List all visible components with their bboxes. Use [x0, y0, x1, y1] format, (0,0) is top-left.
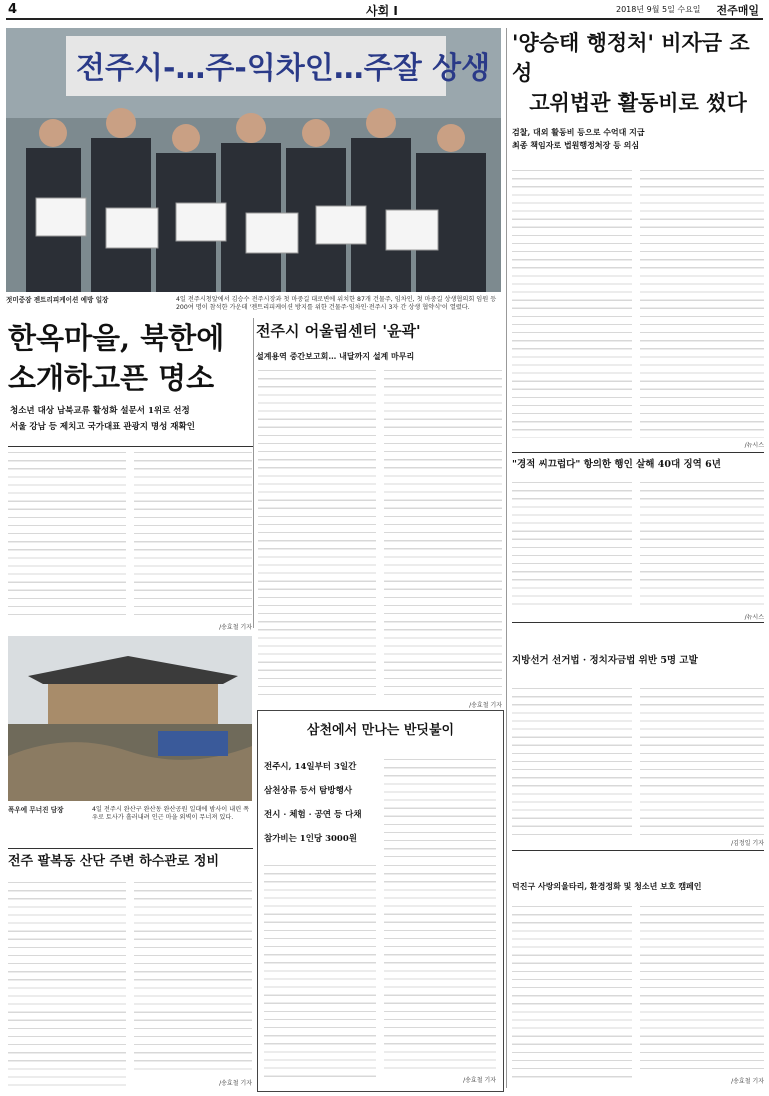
- issue-date: 2018년 9월 5일 수요일: [616, 5, 701, 14]
- samcheon-info: [264, 755, 374, 855]
- rule: [512, 452, 764, 453]
- top-photo-caption-title: 젓미중잠 젠트리피케이션 예방 일장: [6, 296, 109, 304]
- article-election-byline: /김정일 기자: [731, 840, 764, 847]
- samcheon-body-col1: [264, 863, 376, 1083]
- eoulim-body-col1: [258, 368, 376, 698]
- hanok-headline-line2: 소개하고픈 명소: [8, 361, 215, 395]
- article-yangseung: [512, 28, 764, 152]
- article-deokjin-byline: /송효철 기자: [731, 1078, 764, 1085]
- samcheon-info-4: 참가비는 1인당 3000원: [264, 834, 357, 844]
- yangseung-body-col1: [512, 168, 632, 438]
- samcheon-byline: /송효철 기자: [463, 1077, 496, 1084]
- mid-photo-caption-title-box: [8, 806, 88, 815]
- article-deokjin-headline: 덕진구 사랑의울타리, 환경정화 및 청소년 보호 캠페인: [512, 881, 702, 891]
- samcheon-info-3: 전시 · 체험 · 공연 등 다채: [264, 810, 362, 820]
- hanok-body-col2: [134, 450, 252, 620]
- yangseung-deck2: 최종 책임자로 법원행정처장 등 의심: [512, 140, 640, 150]
- samcheon-info-1: 전주시, 14일부터 3일간: [264, 762, 357, 772]
- samcheon-box: [257, 710, 504, 1092]
- article-election-body-col2: [640, 686, 764, 836]
- yangseung-headline-line2: 고위법관 활동비로 썼다: [529, 90, 747, 115]
- article-deokjin-body-col2: [640, 904, 764, 1074]
- eoulim-deck: 설계용역 중간보고회… 내달까지 설계 마무리: [256, 351, 415, 361]
- sewer-body-col1: [8, 880, 126, 1088]
- newspaper-brand: 전주매일: [716, 4, 759, 17]
- column-divider: [253, 318, 254, 628]
- eoulim-body-col2: [384, 368, 502, 698]
- samcheon-body-col2: [384, 863, 496, 1071]
- rule: [8, 446, 253, 447]
- hanok-headline: [8, 318, 253, 398]
- article-40s-headline: "경적 씨끄럽다" 항의한 행인 살해 40대 징역 6년: [512, 459, 721, 470]
- sewer-headline: 전주 팔복동 산단 주변 하수관로 정비: [8, 854, 219, 869]
- yangseung-headline-part1: '양승태 행정처': [512, 30, 654, 55]
- article-election-headline: 지방선거 선거법 · 정치자금법 위반 5명 고발: [512, 655, 698, 666]
- article-40s-body-col2: [640, 480, 764, 610]
- rule: [512, 850, 764, 851]
- top-photo: [6, 28, 501, 292]
- section-title: 사회 Ⅰ: [366, 4, 398, 18]
- collapsed-wall-illustration: [8, 636, 252, 801]
- rule: [8, 848, 253, 849]
- sewer-byline: /송효철 기자: [219, 1080, 252, 1087]
- page-number: 4: [8, 2, 18, 17]
- hanok-body-col1: [8, 450, 126, 620]
- top-photo-caption-title-box: [6, 296, 174, 305]
- page-header: [6, 2, 763, 20]
- samcheon-body-top: [384, 757, 496, 857]
- group-photo-illustration: [6, 28, 501, 292]
- hanok-byline: /송효철 기자: [219, 624, 252, 631]
- eoulim-headline: 전주시 어울림센터 '윤곽': [256, 322, 421, 340]
- article-40s-byline: /뉴시스: [744, 614, 764, 621]
- mid-photo-caption: 4일 전주시 완산구 완산동 완산공원 일대에 밤사이 내린 폭우로 토사가 흘러내려 인근 마을 외벽이 무너져 있다.: [92, 806, 250, 821]
- yangseung-deck1: 검찰, 대외 활동비 등으로 수억대 지급: [512, 127, 645, 137]
- mid-photo: [8, 636, 252, 801]
- hanok-deck2: 서울 강남 등 제치고 국가대표 관광지 명성 재확인: [10, 422, 195, 432]
- samcheon-info-2: 삼천상류 등서 탐방행사: [264, 786, 353, 796]
- top-photo-caption: 4일 전주시청앞에서 김승수 전주시장과 첫 마중길 대로변에 위치한 87개 건물주, 임차인, 첫 마중길 상생협의회 임원 등 200여 명이 참석한 가운데 '젠트리피케이션 방지를 위한 건물주·임차인·전주시 3자 간 상생 협약식'이 열렸다.: [176, 296, 497, 311]
- sewer-body-col2: [134, 880, 252, 1076]
- eoulim-byline: /송효철 기자: [469, 702, 502, 709]
- hanok-headline-line1: 한옥마을, 북한에: [8, 321, 225, 355]
- article-40s-body-col1: [512, 480, 632, 610]
- yangseung-byline: /뉴시스: [744, 442, 764, 449]
- yangseung-headline-part2: 비자금 조성: [512, 30, 750, 85]
- yangseung-body-col2: [640, 168, 764, 438]
- column-divider: [506, 28, 507, 1088]
- rule: [512, 622, 764, 623]
- article-election-body-col1: [512, 686, 632, 836]
- hanok-deck: [10, 403, 255, 435]
- banner-text: 전주시-…주-익차인…주잘 상생: [76, 51, 491, 86]
- article-deokjin-body-col1: [512, 904, 632, 1084]
- mid-photo-caption-title: 폭우에 무너진 담장: [8, 806, 64, 814]
- samcheon-headline: 삼천에서 만나는 반딧불이: [306, 723, 455, 738]
- hanok-deck1: 청소년 대상 남북교류 활성화 설문서 1위로 선정: [10, 406, 190, 416]
